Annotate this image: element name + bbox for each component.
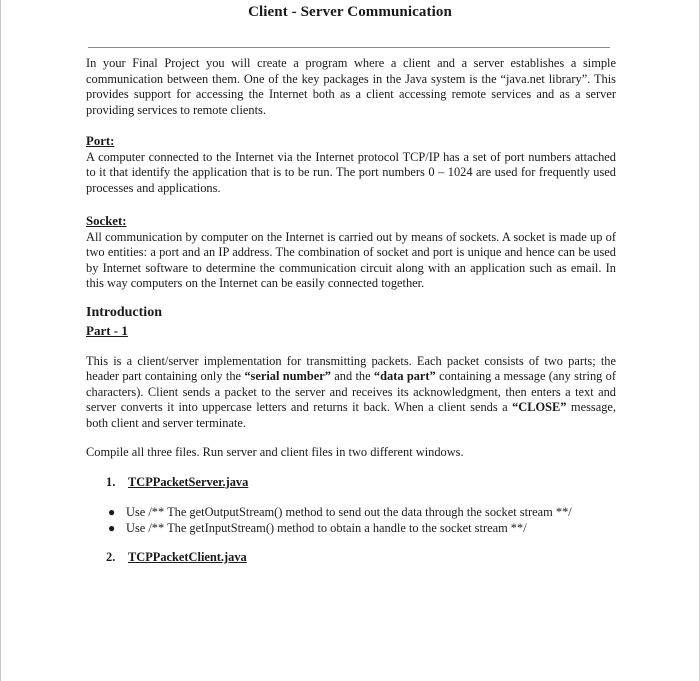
port-paragraph: A computer connected to the Internet via the Internet protocol TCP/IP has a set of port numbers attached to it that identify the application that is to be run. The port numbers 0 – 1024 are used for frequently used processes and applications.: [86, 149, 616, 195]
serial-number-term: “serial number”: [244, 369, 331, 383]
file-number: 1.: [106, 474, 116, 489]
file-name-server: TCPPacketServer.java: [128, 474, 249, 489]
close-term: “CLOSE”: [512, 400, 567, 414]
method-bullet-list: [108, 504, 616, 536]
port-section: [86, 134, 616, 196]
part-label: Part - 1: [86, 322, 128, 338]
socket-paragraph: All communication by computer on the Internet is carried out by means of sockets. A socket is made up of two entities: a port and an IP address. The combination of socket and port is unique and hence can be used by Internet software to determine the communication circuit along with an application such as email. In this way computers on the Internet can be easily connected together.: [86, 229, 616, 290]
page-left-edge: [0, 0, 1, 681]
introduction-heading: Introduction: [86, 304, 162, 320]
socket-label: Socket:: [86, 214, 127, 228]
title-divider: [88, 47, 610, 48]
bullet-text: Use /** The getOutputStream() method to send out the data through the socket stream **/: [126, 505, 572, 519]
introduction-section: [86, 304, 616, 432]
bullet-text: Use /** The getInputStream() method to obtain a handle to the socket stream **/: [126, 521, 527, 535]
file-item-server: [106, 475, 616, 491]
file-item-client: [106, 550, 616, 566]
introduction-paragraph: This is a client/server implementation for transmitting packets. Each packet consists of two parts; the header part containing only the “serial number” and the “data part” containing a message (any string of characters). Client sends a packet to the server and receives its acknowledgment, then enters a text and server converts it into uppercase letters and returns it back. When a client sends a “CLOSE” message, both client and server terminate.: [86, 353, 617, 430]
socket-section: [86, 214, 616, 292]
list-item: [108, 520, 616, 536]
list-item: [108, 504, 616, 520]
bullet-icon: ●: [108, 521, 116, 535]
document-title: Client - Server Communication: [248, 4, 452, 20]
intro-paragraph: In your Final Project you will create a program where a client and a server establishes a simple communication between them. One of the key packages in the Java system is the “java.net library”. This provides support for accessing the Internet both as a client accessing remote services and as a server providing services to remote clients.: [86, 56, 616, 117]
data-part-term: “data part”: [373, 369, 436, 383]
file-number: 2.: [106, 550, 116, 564]
port-label: Port:: [86, 134, 115, 148]
document-body: [86, 56, 616, 566]
compile-note: Compile all three files. Run server and client files in two different windows.: [86, 445, 464, 459]
bullet-icon: ●: [108, 505, 116, 519]
file-name-client: TCPPacketClient.java: [128, 550, 247, 564]
